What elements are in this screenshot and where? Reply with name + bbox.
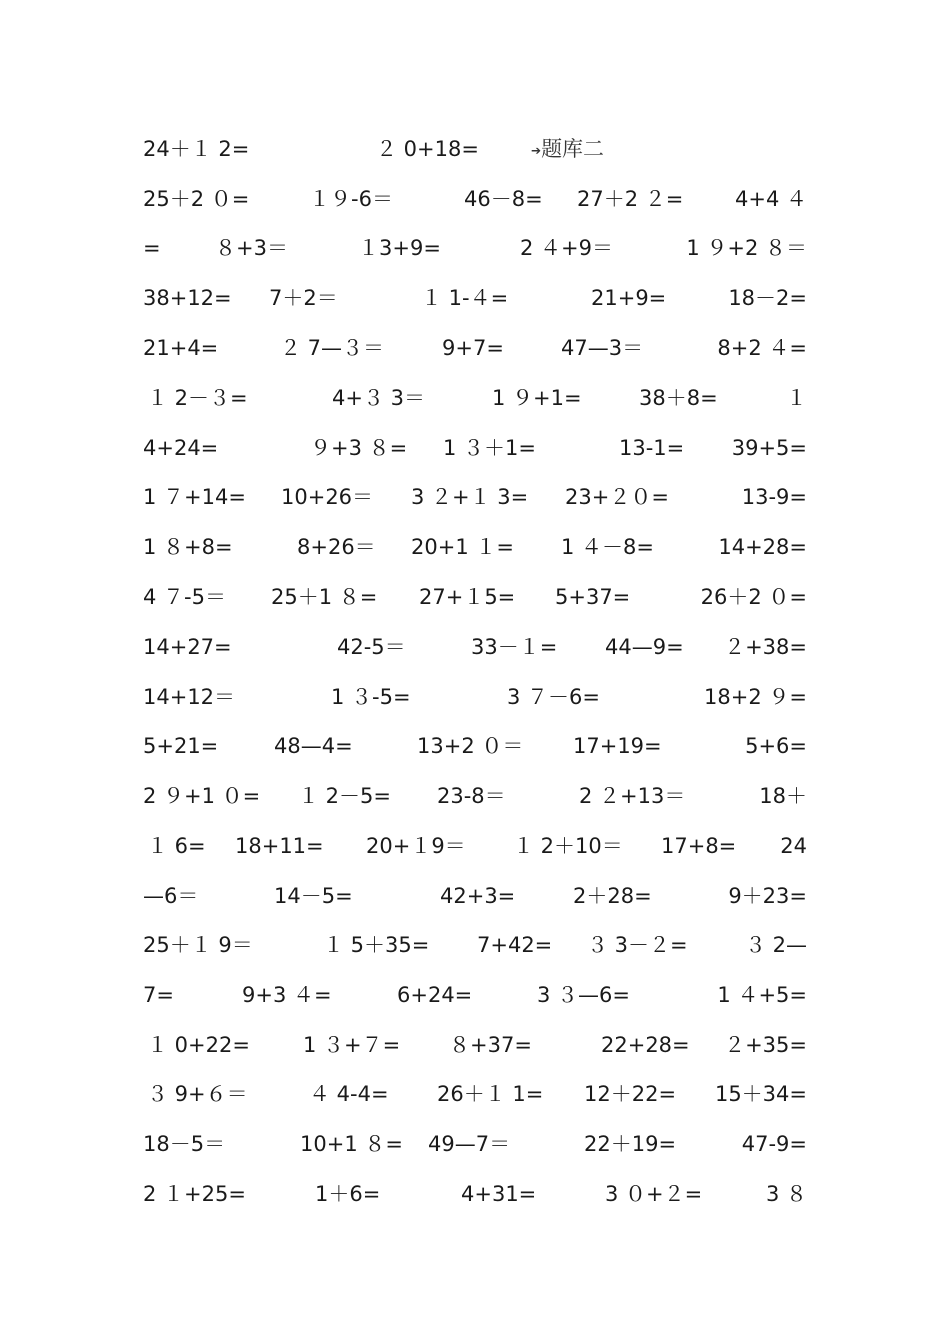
problem: 1 ９+2 ８＝ [686, 236, 807, 260]
problem: １3+9= [358, 236, 441, 260]
problem: １ 2－３= [147, 386, 248, 410]
problem: 7= [143, 983, 174, 1007]
problem: 2 ４+9＝ [520, 236, 613, 260]
problem: 1 ４+5= [717, 983, 807, 1007]
problem-row [143, 428, 807, 468]
problem: 3 ０+２= [605, 1182, 703, 1206]
problem: 5+37= [555, 585, 631, 609]
problem: １ 2＋10＝ [513, 834, 623, 858]
problem-row [143, 129, 807, 169]
problem: 3 ７－6= [507, 685, 600, 709]
problem: ２+35= [724, 1033, 807, 1057]
problem: １ [786, 386, 807, 410]
problem: 13+2 ０＝ [417, 734, 524, 758]
problem-row [143, 776, 807, 816]
problem: —6＝ [143, 884, 199, 908]
problem-row [143, 677, 807, 717]
problem: 1 ８+8= [143, 535, 233, 559]
problem-row [143, 1124, 807, 1164]
problem: 9＋23= [728, 884, 807, 908]
problem: 42+3= [440, 884, 516, 908]
problem-row [143, 328, 807, 368]
problem: 12＋22= [584, 1082, 677, 1106]
problem: １ 6= [147, 834, 206, 858]
problem: 4+24= [143, 436, 219, 460]
problem: ３ 2— [744, 933, 807, 957]
problem-row [143, 1074, 807, 1114]
problem: １ 5＋35= [323, 933, 430, 957]
page-title-text: 题库二 [541, 137, 605, 161]
problem: 13-9= [741, 485, 807, 509]
problem: 2＋28= [573, 884, 652, 908]
problem-row [143, 577, 807, 617]
problem-row [143, 527, 807, 567]
problem-row [143, 876, 807, 916]
problem: ２ 0+18= [376, 137, 479, 161]
problem: 9+3 ４= [242, 983, 332, 1007]
problem: 25＋１ 9＝ [143, 933, 253, 957]
problem: 4 ７-5＝ [143, 585, 226, 609]
problem: 38＋8= [639, 386, 718, 410]
problem: 20+１9＝ [366, 834, 466, 858]
problem: 10+1 ８= [300, 1132, 403, 1156]
problem: ８+3＝ [215, 236, 288, 260]
problem-row [143, 826, 807, 866]
problem-row [143, 378, 807, 418]
problem-row [143, 1174, 807, 1214]
problem: 47-9= [741, 1132, 807, 1156]
problem-row [143, 179, 807, 219]
problem: ４ 4-4= [309, 1082, 389, 1106]
problem: 22＋19= [584, 1132, 677, 1156]
problem-row [143, 726, 807, 766]
page-title [531, 129, 604, 171]
problem: 25＋1 ８= [271, 585, 378, 609]
problem-row [143, 228, 807, 268]
problem: 25＋2 ０= [143, 187, 250, 211]
problem: 14+28= [718, 535, 807, 559]
problem: ３ 9+６＝ [147, 1082, 248, 1106]
problem: 17+19= [573, 734, 662, 758]
problem: 46－8= [464, 187, 543, 211]
problem: 1 ３+７= [303, 1033, 401, 1057]
problem: 23+２０= [565, 485, 669, 509]
problem: ９+3 ８= [310, 436, 408, 460]
problem-row [143, 925, 807, 965]
problem: 8+26＝ [297, 535, 376, 559]
problem: 13-1= [619, 436, 685, 460]
problem: 15＋34= [714, 1082, 807, 1106]
problem: ８+37= [449, 1033, 532, 1057]
problem: 47—3＝ [561, 336, 644, 360]
problem: 3 ３—6= [537, 983, 630, 1007]
problem: 24 [780, 834, 807, 858]
problem-row [143, 627, 807, 667]
problem: 5+6= [745, 734, 807, 758]
problem: 26＋2 ０= [700, 585, 807, 609]
problem: 18－2= [728, 286, 807, 310]
problem: 3 ８ [765, 1182, 807, 1206]
problem: 14－5= [274, 884, 353, 908]
problem: 27+１5= [419, 585, 516, 609]
problem: 4+31= [461, 1182, 537, 1206]
problem: 27＋2 ２= [577, 187, 684, 211]
problem: 21+9= [591, 286, 667, 310]
problem: 48—4= [274, 734, 353, 758]
problem: 18－5＝ [143, 1132, 226, 1156]
problem: 5+21= [143, 734, 219, 758]
problem: 10+26＝ [281, 485, 374, 509]
problem: 33－１= [471, 635, 558, 659]
problem: 7+42= [477, 933, 553, 957]
problem: = [143, 236, 161, 260]
problem: 1 ４－8= [561, 535, 654, 559]
problem: 2 ２+13＝ [579, 784, 686, 808]
problem: 21+4= [143, 336, 219, 360]
problem: 18＋ [759, 784, 807, 808]
problem: 44—9= [605, 635, 684, 659]
problem: 8+2 ４= [717, 336, 807, 360]
problem: 7＋2＝ [269, 286, 338, 310]
problem: 3 ２+１ 3= [411, 485, 529, 509]
problem: １ 0+22= [147, 1033, 250, 1057]
problem: １９-6＝ [309, 187, 393, 211]
problem: 1 ３＋1= [443, 436, 536, 460]
problem: 4+4 ４ [735, 187, 807, 211]
paragraph-mark-icon: ➔ [531, 143, 542, 158]
problem: 1 ３-5= [331, 685, 411, 709]
problem-row [143, 477, 807, 517]
problem: 6+24= [397, 983, 473, 1007]
problem: 38+12= [143, 286, 232, 310]
problem: 42-5＝ [337, 635, 406, 659]
problem: １ 1-４= [421, 286, 509, 310]
problem: 39+5= [731, 436, 807, 460]
problem-row [143, 975, 807, 1015]
problem: 17+8= [661, 834, 737, 858]
problem: １ 2－5= [298, 784, 391, 808]
problem: 2 １+25= [143, 1182, 246, 1206]
problem: ２+38= [724, 635, 807, 659]
problem: 18+11= [235, 834, 324, 858]
problem: ３ 3－２= [587, 933, 688, 957]
problem: 1＋6= [315, 1182, 381, 1206]
problem: 24＋１ 2= [143, 137, 250, 161]
problem: 1 ７+14= [143, 485, 246, 509]
problem: 23-8＝ [437, 784, 506, 808]
problem: 14+27= [143, 635, 232, 659]
problem: 4+３ 3＝ [332, 386, 425, 410]
problem: 14+12＝ [143, 685, 236, 709]
problem: ２ 7—３＝ [280, 336, 385, 360]
problem: 49—7＝ [428, 1132, 511, 1156]
problem: 18+2 ９= [704, 685, 807, 709]
problem: 20+1 １= [411, 535, 514, 559]
problem: 26＋１ 1= [437, 1082, 544, 1106]
problem-row [143, 278, 807, 318]
problem: 22+28= [601, 1033, 690, 1057]
problem-row [143, 1025, 807, 1065]
problem: 2 ９+1 ０= [143, 784, 261, 808]
problem: 1 ９+1= [492, 386, 582, 410]
problem: 9+7= [442, 336, 504, 360]
